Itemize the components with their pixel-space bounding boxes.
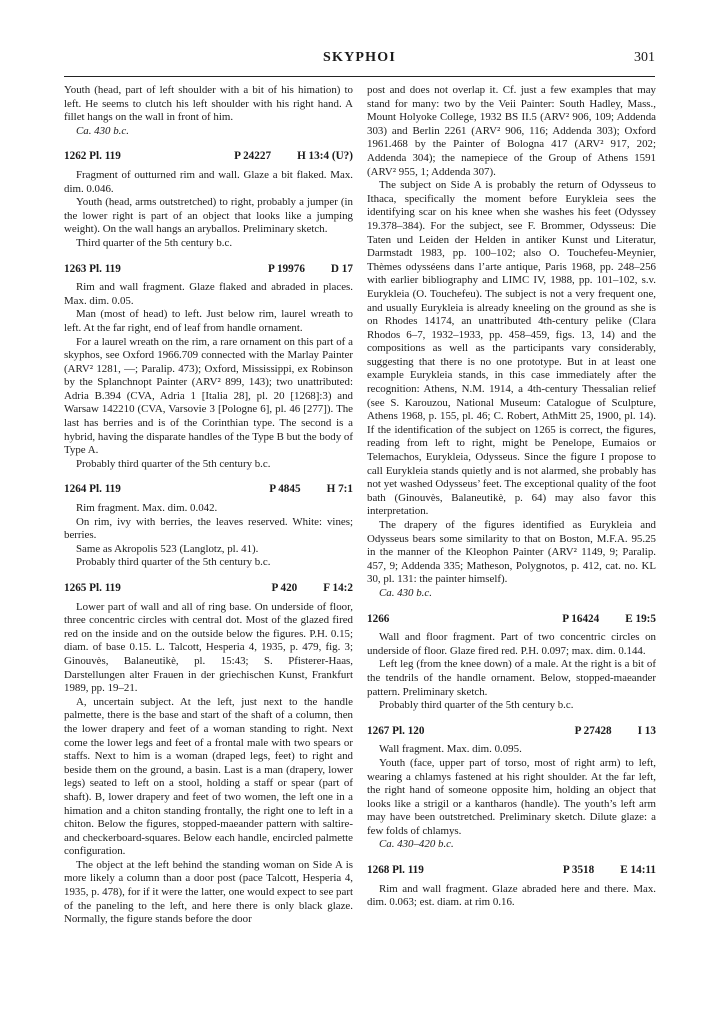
- entry-paragraph: Youth (face, upper part of torso, most of right arm) to left, wearing a chlamys fastened at his right shoulder. At the far left, the right hand of someone opposite him, holding an object that looks like a strigil or a kantharos (handle). The youth’s left arm may have been outstretched. Preliminary sketch. Dilute glaze: a few folds of chlamys.: [367, 756, 656, 837]
- deposit-reference: I 13: [637, 724, 656, 737]
- deposit-reference: E 19:5: [625, 612, 656, 625]
- catalogue-entry-1263: [64, 263, 353, 472]
- inventory-number: P 3518: [562, 864, 595, 877]
- entry-number: 1263 Pl. 119: [64, 262, 121, 275]
- entry-heading: [367, 613, 656, 627]
- entry-date: Ca. 430–420 b.c.: [379, 838, 454, 851]
- catalogue-entry-1265: [64, 582, 353, 927]
- intro-paragraph: Youth (head, part of left shoulder with a bit of his himation) to left. He seems to clutch his left shoulder with his right hand. A fillet hangs on the wall in front of him.: [64, 84, 353, 124]
- entry-paragraph: For a laurel wreath on the rim, a rare ornament on this part of a skyphos, see Oxford 1966.709 connected with the Marlay Painter (ARV² 1281, —; Paralip. 473); Oxford, Mississippi, ex Robinson by the Splanchnopt Painter (ARV² 899, 143); two unattributed: Adria B.394 (CVA, Adria 1 [Italia 28], pl. 20 [1268]:3) and Warsaw 142210 (CVA, Varsovie 3 [Pologne 6], pl. 46 [277]). The last has berries and is of the Corinthian type. The second is a hybrid, having the disparate handles of the Type B but the body of Type A.: [64, 335, 353, 457]
- catalogue-entry-1268: [367, 864, 656, 910]
- catalogue-entry-1262: [64, 150, 353, 250]
- deposit-reference: E 14:11: [620, 864, 656, 877]
- inventory-number: P 27428: [574, 724, 612, 737]
- catalogue-entry-1266: [367, 613, 656, 713]
- entry-date: Third quarter of the 5th century b.c.: [76, 236, 233, 249]
- entry-paragraph: Same as Akropolis 523 (Langlotz, pl. 41).: [76, 542, 259, 555]
- continuation-paragraph: post and does not overlap it. Cf. just a few examples that may stand for many: two by the Veii Painter: South Hadley, Mass., Mount Holyoke College, 1932 BS II.5 (ARV² 906, 109; Addenda 303) and Berlin 2261 (ARV² 906, 116; Addenda 303); Oxford 1961.468 by the Painter of Bologna 417 (ARV² 917, 202; Addenda 304); the namepiece of the Group of Athens 1591 (ARV² 955, 1; Addenda 307).: [367, 84, 656, 178]
- catalogue-entry-1264: [64, 483, 353, 570]
- deposit-reference: H 13:4 (U?): [297, 150, 353, 163]
- entry-paragraph: Rim and wall fragment. Glaze flaked and abraded in places. Max. dim. 0.05.: [64, 281, 353, 307]
- inventory-number: P 16424: [562, 612, 600, 625]
- entry-heading: [367, 864, 656, 878]
- entry-heading: [367, 725, 656, 739]
- entry-number: 1264 Pl. 119: [64, 483, 121, 496]
- continuation-date: Ca. 430 b.c.: [379, 586, 432, 599]
- inventory-number: P 420: [271, 582, 298, 594]
- entry-number: 1262 Pl. 119: [64, 150, 121, 163]
- deposit-reference: F 14:2: [323, 582, 353, 594]
- right-column: [367, 84, 656, 910]
- entry-paragraph: Youth (head, arms outstretched) to right, probably a jumper (in the lower right is part of an object that looks like a jumping weight). On the wall hangs an aryballos. Preliminary sketch.: [64, 196, 353, 236]
- header-rule: [64, 76, 655, 77]
- page-number: 301: [634, 50, 655, 65]
- entry-date: Probably third quarter of the 5th century b.c.: [76, 556, 271, 569]
- entry-paragraph: Man (most of head) to left. Just below rim, laurel wreath to left. At the far right, end of leaf from handle ornament.: [64, 308, 353, 334]
- entry-heading: [64, 263, 353, 277]
- inventory-number: P 24227: [234, 150, 272, 163]
- entry-paragraph: The object at the left behind the standing woman on Side A is more likely a column than a door post (pace Talcott, Hesperia 4, 1935, p. 478), for if it were the latter, one would expect to see part of the paneling to the left, and here there is only black glaze. Normally, the figure stands before the door: [64, 858, 353, 926]
- entry-paragraph: Rim fragment. Max. dim. 0.042.: [76, 502, 218, 515]
- deposit-reference: H 7:1: [326, 483, 353, 496]
- inventory-number: P 19976: [267, 262, 305, 275]
- left-column: [64, 84, 353, 927]
- continuation-paragraph: The subject on Side A is probably the return of Odysseus to Ithaca, specifically the moment before Eurykleia sees the identifying scar on his knee when she washes his feet (Odyssey 19.378–384). For the subject, see F. Brommer, Odysseus: Die Taten und Leiden der Helden in antiker Kunst und Literatur, Darmstadt 1983, pp. 100–102; also O. Touchefeu-Meynier, Thèmes odysséens dans l’arte antique, Paris 1968, pp. 248–256 with earlier bibliography and LIMC IV, 1988, pp. 101–102, s.v. Eurykleia (O. Touchefeu). The subject is not a very frequent one, and usually Eurykleia is already kneeling on the ground as she is on Rhodes 14174, an unattributed 4th-century pelike (Clara Rhodos 6–7, 1932–1933, pp. 458–459, figs. 13, 14) and the compositions as well as the participants vary considerably, suggesting that there is no one prototype. But in at least one example Eurykleia stands, in this case immediately after the recognition: Athens, N.M. 1914, a 4th-century Thessalian relief (see S. Karouzou, National Museum: Catalogue of Sculpture, Athens 1968, p. 155, pl. 46; C. Robert, AthMitt 25, 1900, pl. 14). If the identification of the subject on 1265 is correct, the figures, reading from left to right, might be Penelope, Eumaios or Telemachos, Eurykleia, Odysseus. Since the figure I propose to call Eurykleia stands quietly and is not alarmed, she probably has not yet washed Odysseus’ feet. The exceptional quality of the foot bath (Ginouvès, Balaneutikè, p. 64) may also favor this interpretation.: [367, 179, 656, 518]
- continuation-paragraph: The drapery of the figures identified as Eurykleia and Odysseus bears some similarity to that on Boston, M.F.A. 95.25 in the manner of the Kleophon Painter (ARV² 1149, 9; Paralip. 457, 9; Addenda 335; Matheson, Polygnotos, p. 412, cat. no. KL 30, pl. 131: the painter himself).: [367, 519, 656, 586]
- entry-heading: [64, 483, 353, 497]
- entry-paragraph: Left leg (from the knee down) of a male. At the right is a bit of the tendrils of the handle ornament. Below, stopped-maeander pattern. Preliminary sketch.: [367, 658, 656, 698]
- entry-date: Probably third quarter of the 5th century b.c.: [76, 457, 271, 470]
- entry-paragraph: A, uncertain subject. At the left, just next to the handle palmette, there is the base and start of the shaft of a column, then the lower drapery and feet of a woman standing to right. Next come the lower legs and feet of a frontal male with two spears or staffs. Next to him is a woman (draped legs, feet) to right and beside them on the ground, a basin. Last is a man (drapery, lower legs) seated to left on a stool, holding a staff or spear (part of shaft). B, lower drapery and feet of two women, the left one in a himation and a chiton standing frontally, the right one to left in a chiton. Below the figures, stopped-maeander pattern with saltire- and checkerboard-squares. Below each handle, encircled palmette configuration.: [64, 695, 353, 858]
- entry-paragraph: Wall fragment. Max. dim. 0.095.: [379, 743, 522, 756]
- entry-heading: [64, 150, 353, 164]
- entry-date: Probably third quarter of the 5th century b.c.: [379, 699, 574, 712]
- intro-date: Ca. 430 b.c.: [76, 124, 129, 137]
- page-header: [64, 36, 655, 76]
- entry-number: 1268 Pl. 119: [367, 864, 424, 877]
- entry-paragraph: Fragment of outturned rim and wall. Glaze a bit flaked. Max. dim. 0.046.: [64, 168, 353, 195]
- entry-heading: [64, 582, 353, 596]
- entry-paragraph: Rim and wall fragment. Glaze abraded here and there. Max. dim. 0.063; est. diam. at rim 0.16.: [367, 882, 656, 909]
- catalogue-entry-1267: [367, 725, 656, 852]
- deposit-reference: D 17: [330, 262, 353, 275]
- entry-number: 1267 Pl. 120: [367, 724, 425, 737]
- entry-number: 1265 Pl. 119: [64, 582, 121, 594]
- inventory-number: P 4845: [269, 483, 301, 496]
- entry-number: 1266: [367, 612, 390, 625]
- running-head: SKYPHOI: [323, 50, 396, 65]
- entry-paragraph: Lower part of wall and all of ring base. On underside of floor, three concentric circles with central dot. Most of the glazed fired red on the inside and on the outside below the figures. P.H. 0.15; diam. of base 0.15. L. Talcott, Hesperia 4, 1935, p. 479, fig. 3; Ginouvès, Balaneutikè, pl. 15:43; S. Pfisterer-Haas, Darstellungen alter Frauen in der griechischen Kunst, Frankfurt 1989, pp. 19–21.: [64, 600, 353, 695]
- entry-paragraph: Wall and floor fragment. Part of two concentric circles on underside of floor. Glaze fired red. P.H. 0.097; max. dim. 0.144.: [367, 631, 656, 657]
- entry-paragraph: On rim, ivy with berries, the leaves reserved. White: vines; berries.: [64, 515, 353, 542]
